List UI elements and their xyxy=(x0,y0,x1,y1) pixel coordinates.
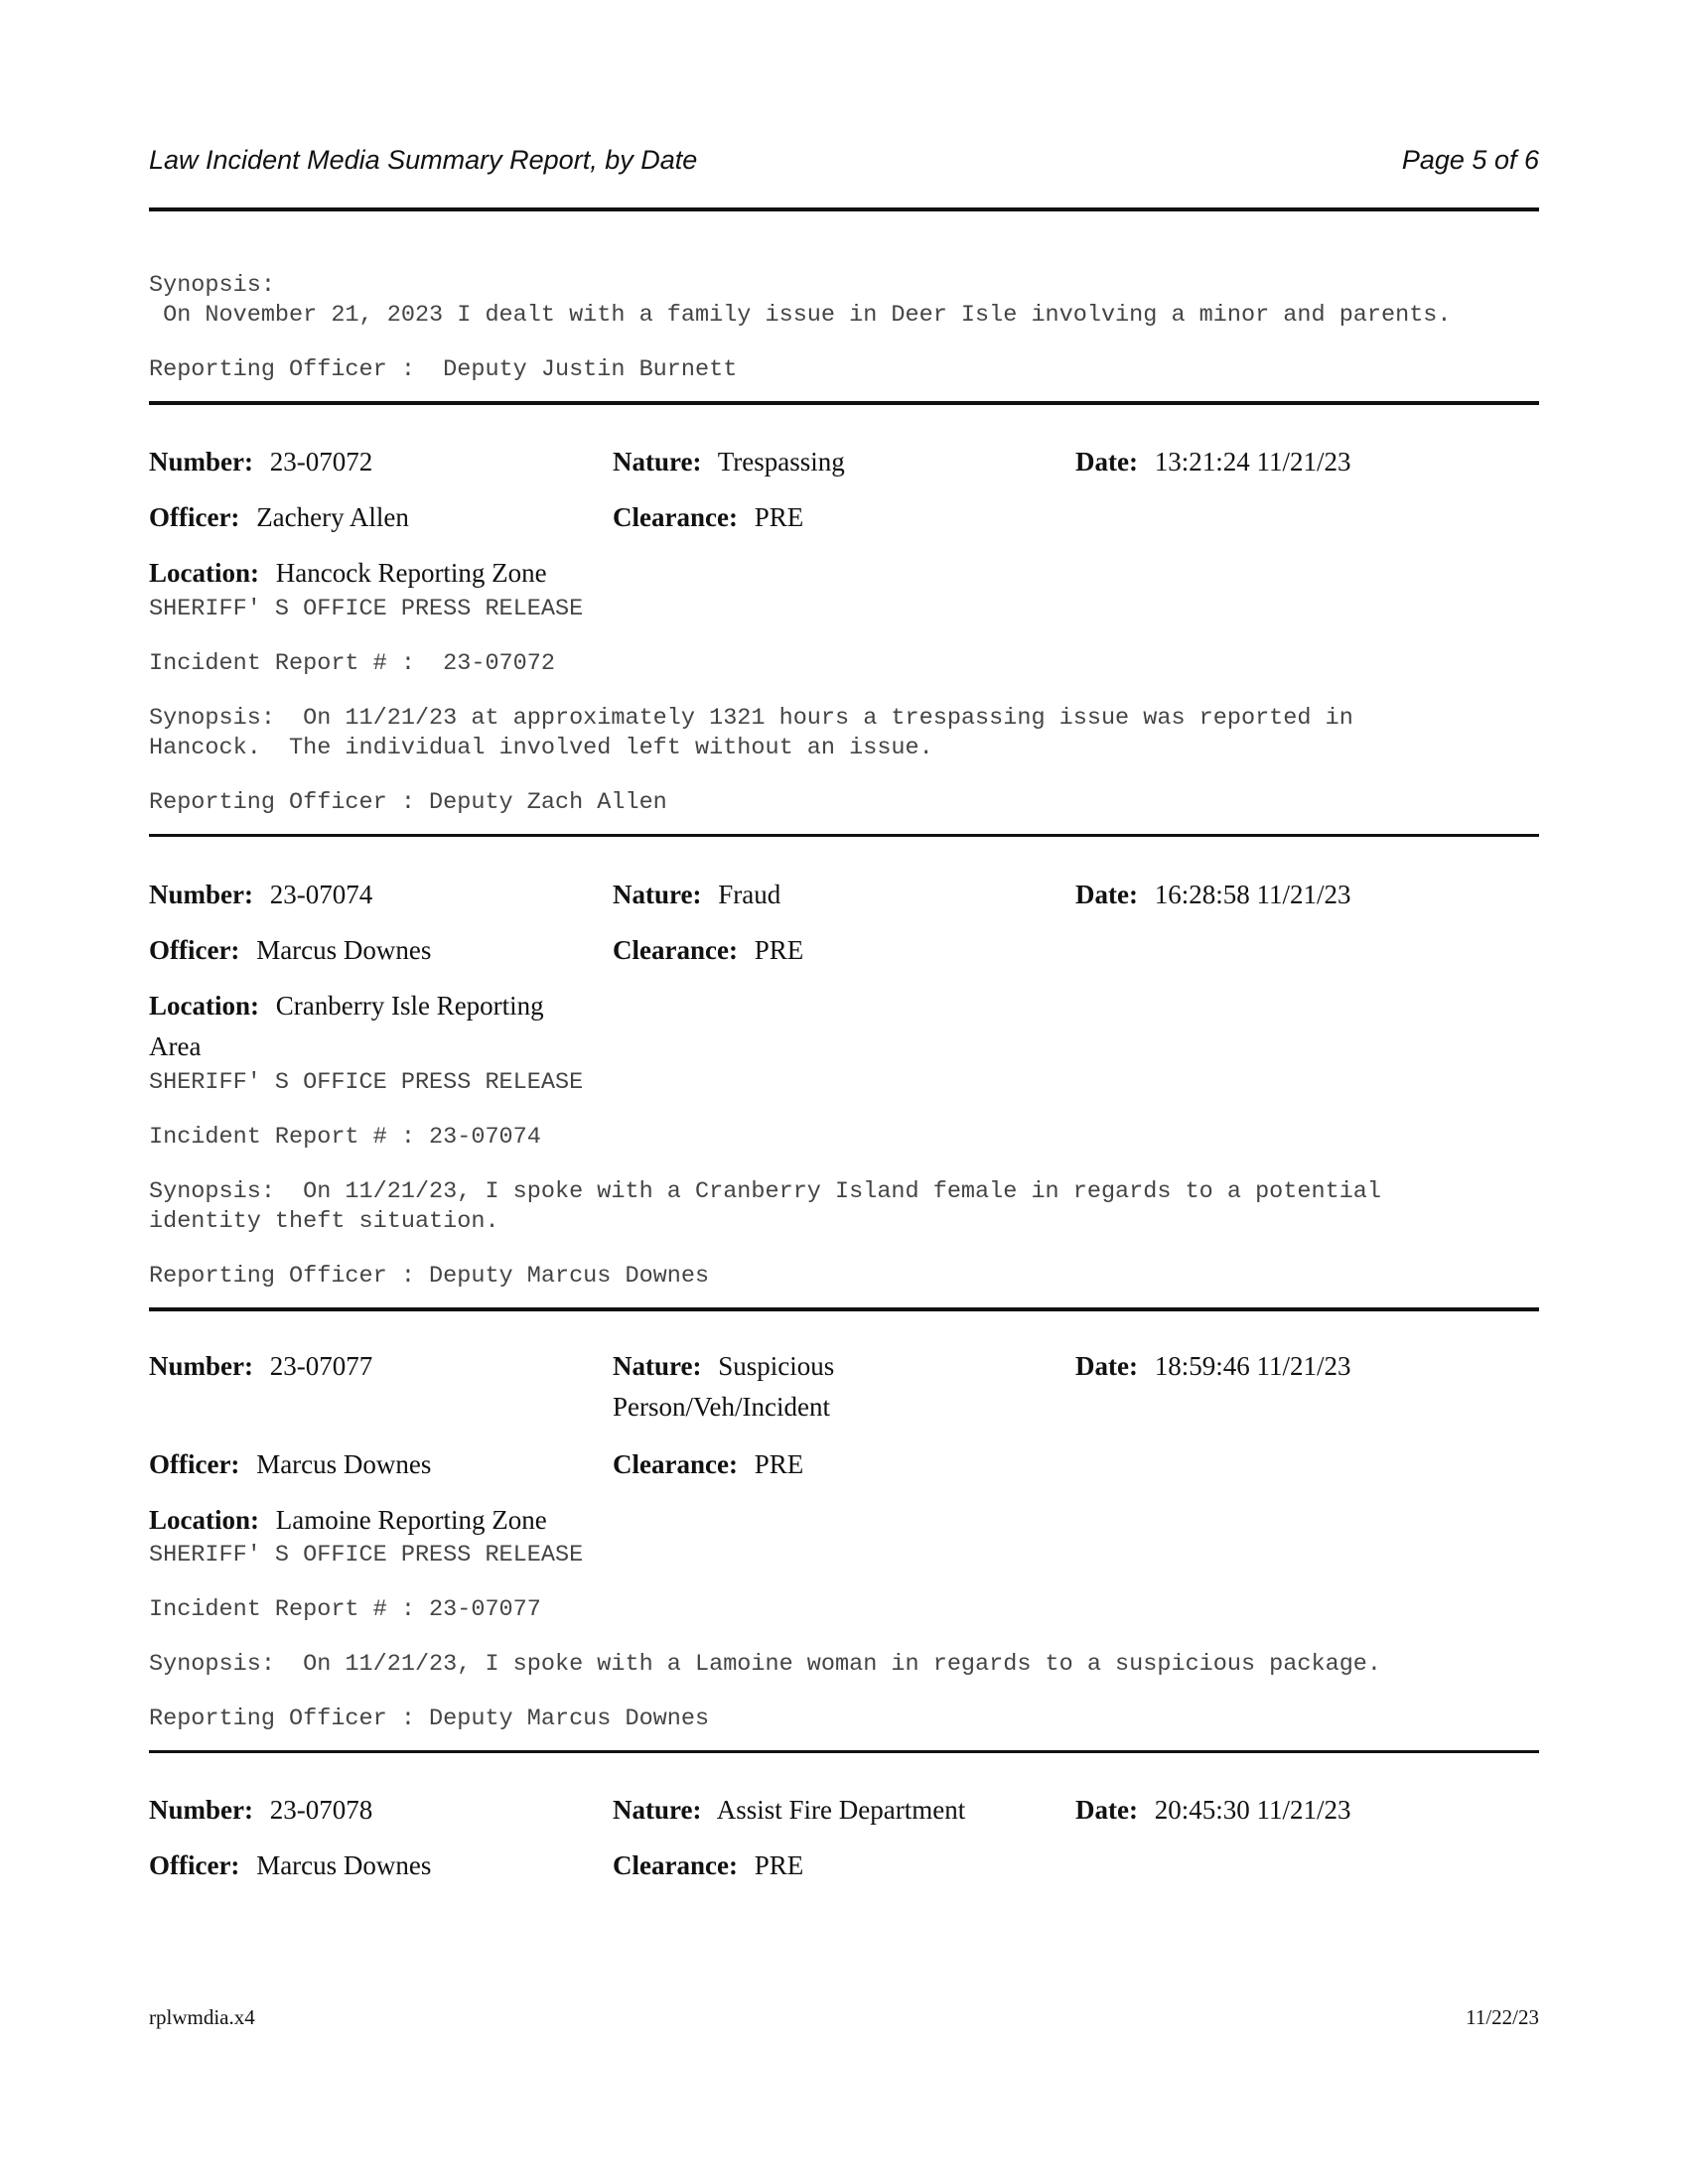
incident-report-number: Incident Report # : 23-07072 xyxy=(149,650,555,677)
incident-report-number: Incident Report # : 23-07077 xyxy=(149,1596,541,1623)
clearance-field: Clearance: PRE xyxy=(613,1850,804,1880)
nature-field: Nature: Trespassing xyxy=(613,447,845,477)
prev-reporting-officer: Reporting Officer : Deputy Justin Burnett xyxy=(149,356,738,383)
clearance-field: Clearance: PRE xyxy=(613,935,804,965)
press-release: SHERIFF' S OFFICE PRESS RELEASE xyxy=(149,596,584,622)
footer-print-date: 11/22/23 xyxy=(1466,2005,1539,2029)
synopsis-line: Synopsis: On 11/21/23 at approximately 1321 hours a trespassing issue was reported in xyxy=(149,705,1353,732)
number-field: Number: 23-07077 xyxy=(149,1351,373,1381)
divider xyxy=(149,1307,1539,1311)
incident-report-number: Incident Report # : 23-07074 xyxy=(149,1124,541,1151)
nature-field: Nature: Assist Fire Department xyxy=(613,1795,966,1825)
officer-field: Officer: Marcus Downes xyxy=(149,1850,432,1880)
clearance-field: Clearance: PRE xyxy=(613,502,804,532)
report-title: Law Incident Media Summary Report, by Date xyxy=(149,145,698,175)
clearance-field: Clearance: PRE xyxy=(613,1449,804,1479)
location-field: Location: Hancock Reporting Zone xyxy=(149,558,547,588)
date-field: Date: 13:21:24 11/21/23 xyxy=(1075,447,1351,477)
officer-field: Officer: Marcus Downes xyxy=(149,1449,432,1479)
officer-field: Officer: Marcus Downes xyxy=(149,935,432,965)
date-field: Date: 18:59:46 11/21/23 xyxy=(1075,1351,1351,1381)
nature-field: Nature: Fraud xyxy=(613,880,781,909)
divider xyxy=(149,1750,1539,1753)
page-number: Page 5 of 6 xyxy=(1401,145,1539,175)
number-field: Number: 23-07074 xyxy=(149,880,373,909)
officer-field: Officer: Zachery Allen xyxy=(149,502,409,532)
reporting-officer: Reporting Officer : Deputy Marcus Downes xyxy=(149,1706,710,1732)
nature-field: Nature: Suspicious xyxy=(613,1351,835,1381)
divider xyxy=(149,401,1539,405)
press-release: SHERIFF' S OFFICE PRESS RELEASE xyxy=(149,1542,584,1569)
press-release: SHERIFF' S OFFICE PRESS RELEASE xyxy=(149,1069,584,1096)
nature-continuation: Person/Veh/Incident xyxy=(613,1392,830,1422)
divider xyxy=(149,834,1539,837)
synopsis-line: identity theft situation. xyxy=(149,1208,499,1235)
number-field: Number: 23-07072 xyxy=(149,447,373,477)
header-rule xyxy=(149,207,1539,211)
synopsis-line: Hancock. The individual involved left without an issue. xyxy=(149,735,933,761)
synopsis-line: Synopsis: On 11/21/23, I spoke with a Lamoine woman in regards to a suspicious package. xyxy=(149,1651,1382,1678)
location-continuation: Area xyxy=(149,1031,202,1061)
location-field: Location: Cranberry Isle Reporting xyxy=(149,991,544,1021)
date-field: Date: 16:28:58 11/21/23 xyxy=(1075,880,1351,909)
reporting-officer: Reporting Officer : Deputy Marcus Downes xyxy=(149,1263,710,1290)
synopsis-line: Synopsis: On 11/21/23, I spoke with a Cranberry Island female in regards to a potential xyxy=(149,1178,1382,1205)
number-field: Number: 23-07078 xyxy=(149,1795,373,1825)
prev-synopsis-label: Synopsis: xyxy=(149,272,275,299)
date-field: Date: 20:45:30 11/21/23 xyxy=(1075,1795,1351,1825)
footer-report-code: rplwmdia.x4 xyxy=(149,2005,255,2029)
reporting-officer: Reporting Officer : Deputy Zach Allen xyxy=(149,789,667,816)
location-field: Location: Lamoine Reporting Zone xyxy=(149,1505,547,1535)
prev-synopsis: On November 21, 2023 I dealt with a family issue in Deer Isle involving a minor and parents. xyxy=(149,302,1452,329)
